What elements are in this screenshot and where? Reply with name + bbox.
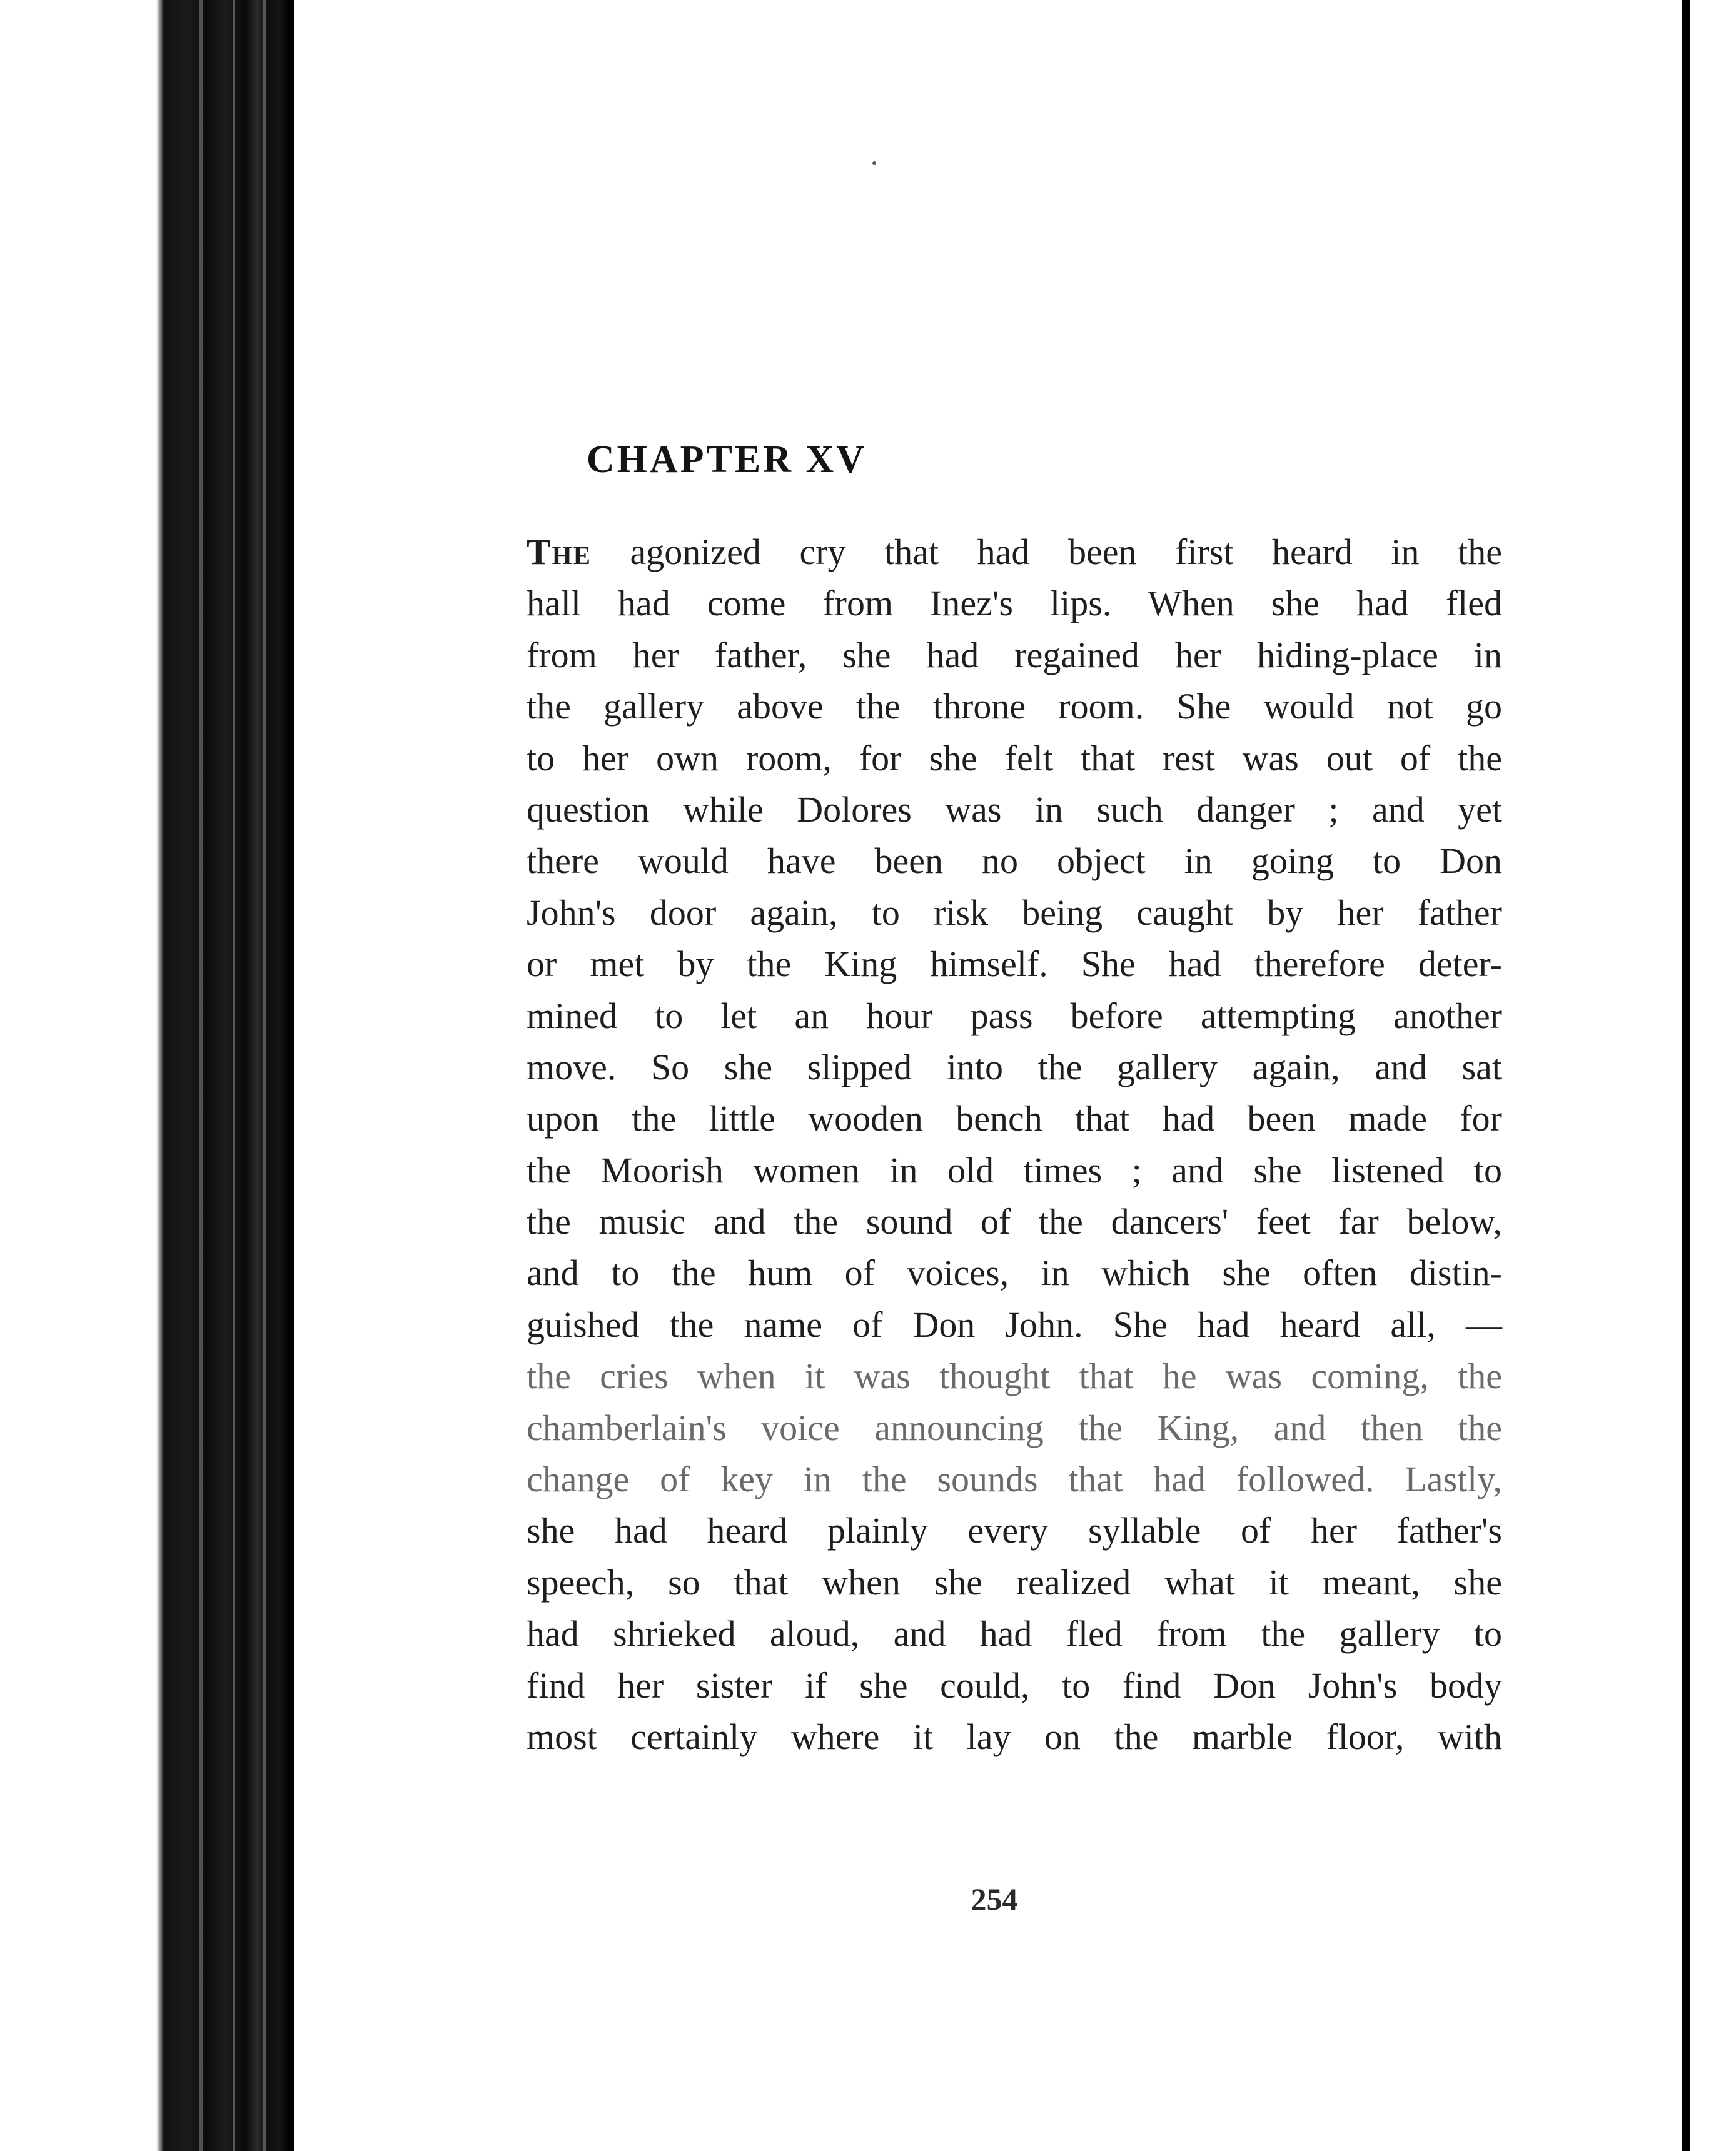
text-line-1-rest: agonized cry that had been first heard in the (591, 531, 1502, 572)
text-line-23: find her sister if she could, to find Don John's body (527, 1665, 1502, 1706)
text-line-22: had shrieked aloud, and had fled from the gallery to (527, 1613, 1502, 1655)
text-line-14: the music and the sound of the dancers' feet far below, (527, 1201, 1502, 1242)
book-spine (0, 0, 294, 2151)
text-line-18: chamberlain's voice announcing the King, and then the (527, 1407, 1502, 1448)
text-line-9: or met by the King himself. She had therefore deter- (527, 944, 1502, 985)
text-line-19: change of key in the sounds that had followed. Lastly, (527, 1459, 1502, 1500)
text-line-7: there would have been no object in going to Don (527, 840, 1502, 882)
ink-speck (872, 161, 876, 165)
lead-word: The (527, 531, 592, 572)
text-line-2: hall had come from Inez's lips. When she had fled (527, 583, 1502, 624)
text-line-17: the cries when it was thought that he was coming, the (527, 1356, 1502, 1397)
chapter-title: CHAPTER XV (586, 438, 867, 481)
facing-page-edge (1673, 0, 1736, 2151)
text-line-13: the Moorish women in old times ; and she listened to (527, 1149, 1502, 1191)
page-number: 254 (971, 1881, 1018, 1917)
page-edge-stripe (233, 0, 235, 2151)
text-line-24: most certainly where it lay on the marble floor, with (527, 1716, 1502, 1757)
page-edge-stripe (199, 0, 203, 2151)
text-line-6: question while Dolores was in such danger ; and yet (527, 788, 1502, 830)
text-line-10: mined to let an hour pass before attempting another (527, 995, 1502, 1036)
text-line-20: she had heard plainly every syllable of her father's (527, 1510, 1502, 1551)
text-line-21: speech, so that when she realized what it meant, she (527, 1561, 1502, 1603)
text-line-15: and to the hum of voices, in which she often distin- (527, 1252, 1502, 1294)
text-line-11: move. So she slipped into the gallery again, and sat (527, 1046, 1502, 1087)
text-line-1 (527, 526, 1502, 578)
text-line-16: guished the name of Don John. She had heard all, — (527, 1304, 1502, 1345)
text-line-8: John's door again, to risk being caught by her father (527, 892, 1502, 933)
chapter-body (527, 526, 1502, 1763)
text-line-4: the gallery above the throne room. She would not go (527, 686, 1502, 727)
text-line-3: from her father, she had regained her hiding-place in (527, 634, 1502, 675)
text-line-5: to her own room, for she felt that rest was out of the (527, 737, 1502, 778)
text-line-12: upon the little wooden bench that had been made for (527, 1098, 1502, 1139)
page-edge-stripe (263, 0, 266, 2151)
